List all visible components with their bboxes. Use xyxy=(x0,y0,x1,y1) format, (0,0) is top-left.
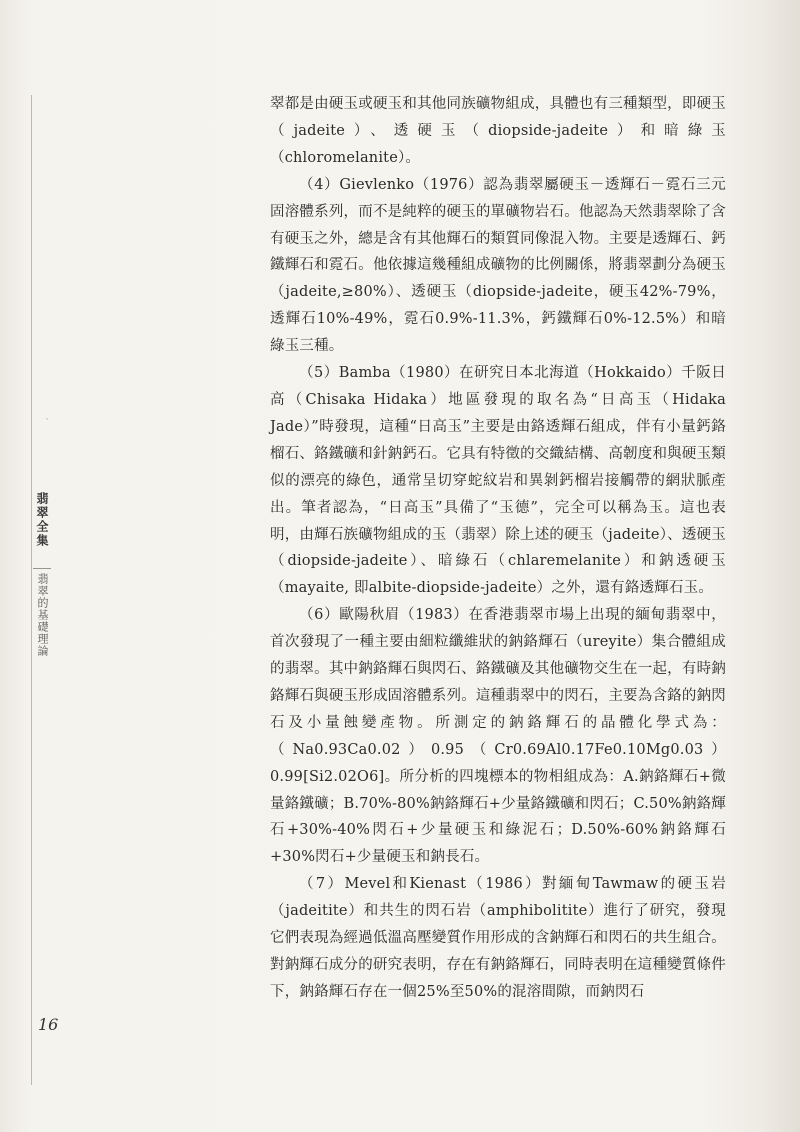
sidebar-divider xyxy=(33,568,51,569)
paragraph: （7）Mevel和Kienast（1986）對緬甸Tawmaw的硬玉岩（jadeitite）和共生的閃石岩（amphibolitite）進行了研究，發現它們表現為經過低溫高壓變質作用形成的含鈉輝石和閃石的共生組合。對鈉輝石成分的研究表明，存在有鈉鉻輝石，同時表明在這種變質條件下，鈉鉻輝石存在一個25%至50%的混溶間隙，而鈉閃石 xyxy=(270,876,726,1000)
paragraph: （4）Gievlenko（1976）認為翡翠屬硬玉－透輝石－霓石三元固溶體系列，而不是純粹的硬玉的單礦物岩石。他認為天然翡翠除了含有硬玉之外，總是含有其他輝石的類質同像混入物。主要是透輝石、鈣鐵輝石和霓石。他依據這幾種組成礦物的比例關係，將翡翠劃分為硬玉（jadeite,≥80%）、透硬玉（diopside-jadeite，硬玉42%-79%，透輝石10%-49%，霓石0.9%-11.3%，鈣鐵輝石0%-12.5%）和暗綠玉三種。 xyxy=(270,176,726,355)
paragraph: （6）歐陽秋眉（1983）在香港翡翠市場上出現的緬甸翡翠中，首次發現了一種主要由細粒纖維狀的鈉鉻輝石（ureyite）集合體組成的翡翠。其中鈉鉻輝石與閃石、鉻鐵礦及其他礦物交生在一起，有時鈉鉻輝石與硬玉形成固溶體系列。這種翡翠中的閃石，主要為含鉻的鈉閃石及小量蝕變產物。所測定的鈉鉻輝石的晶體化學式為：（Na0.93Ca0.02）0.95（Cr0.69Al0.17Fe0.10Mg0.03）0.99[Si2.02O6]。所分析的四塊標本的物相組成為：A.鈉鉻輝石+微量鉻鐵礦；B.70%-80%鈉鉻輝石+少量鉻鐵礦和閃石；C.50%鈉鉻輝石+30%-40%閃石+少量硬玉和綠泥石；D.50%-60%鈉鉻輝石+30%閃石+少量硬玉和鈉長石。 xyxy=(270,607,726,866)
margin-tick-mark: ‵ xyxy=(46,418,49,428)
paragraph: 翠都是由硬玉或硬玉和其他同族礦物組成，具體也有三種類型，即硬玉（jadeite）、透硬玉（diopside-jadeite）和暗綠玉（chloromelanite）。 xyxy=(270,96,726,166)
chapter-title: 翡翠的基礎理論 xyxy=(36,573,49,657)
margin-rule xyxy=(31,95,32,1085)
body-text xyxy=(270,91,726,1006)
page-number: 16 xyxy=(38,1015,59,1034)
paragraph: （5）Bamba（1980）在研究日本北海道（Hokkaido）千阪日高（Chisaka Hidaka）地區發現的取名為“日高玉（Hidaka Jade）”時發現，這種“日高玉”主要是由鉻透輝石組成，伴有小量鈣鉻榴石、鉻鐵礦和針鈉鈣石。它具有特徵的交織結構、高韌度和與硬玉類似的漂亮的綠色，通常呈切穿蛇紋岩和異剝鈣榴岩接觸帶的網狀脈產出。筆者認為，“日高玉”具備了“玉德”，完全可以稱為玉。這也表明，由輝石族礦物組成的玉（翡翠）除上述的硬玉（jadeite）、透硬玉（diopside-jadeite）、暗綠石（chlaremelanite）和鈉透硬玉（mayaite, 即albite-diopside-jadeite）之外，還有鉻透輝石玉。 xyxy=(270,365,726,597)
book-title: 翡翠全集 xyxy=(35,492,49,548)
